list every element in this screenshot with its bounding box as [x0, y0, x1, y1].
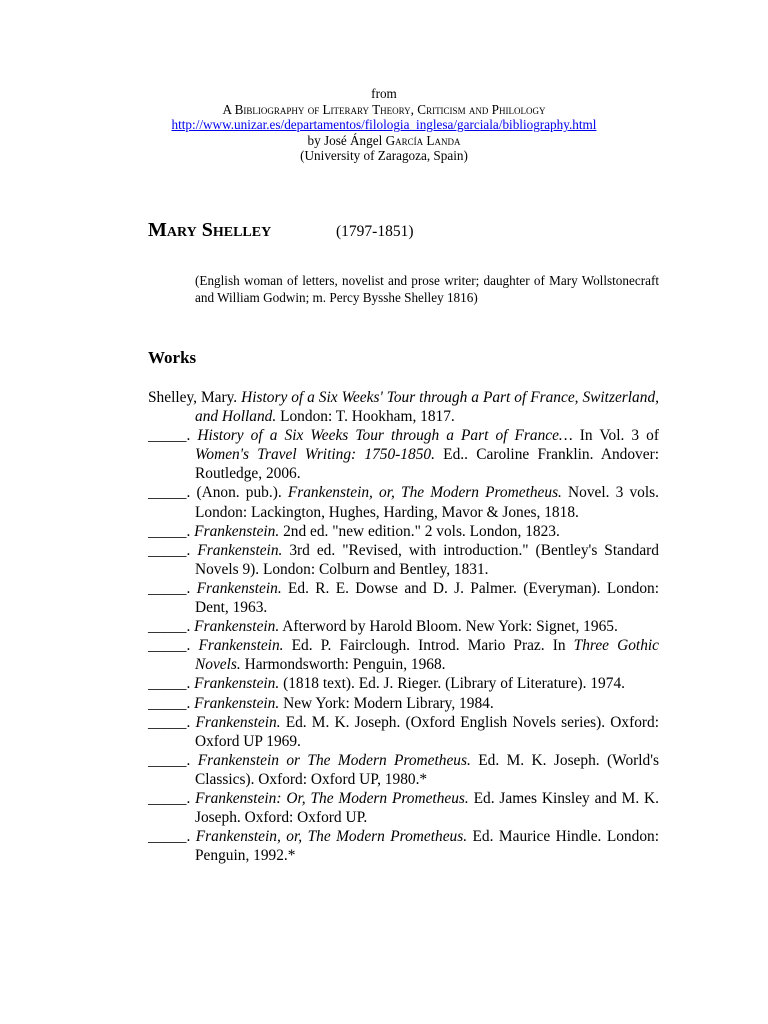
affiliation: (University of Zaragoza, Spain) [300, 148, 468, 164]
bibliography-entry: _____. Frankenstein. 2nd ed. "new edition." 2 vols. London, 1823. [148, 522, 560, 540]
compiler-line [0, 133, 768, 149]
bibliography-entry: _____. Frankenstein: Or, The Modern Prometheus. Ed. James Kinsley and M. K. Joseph. Oxford: Oxford UP. [148, 789, 659, 827]
bibliography-entry: _____. Frankenstein. (1818 text). Ed. J. Rieger. (Library of Literature). 1974. [148, 675, 625, 693]
author-name: Mary Shelley [148, 219, 272, 241]
compiler-prefix: by José Ángel [307, 132, 383, 148]
bibliography-link[interactable]: http://www.unizar.es/departamentos/filologia_inglesa/garciala/bibliography.html [171, 117, 597, 133]
bibliography-entry: _____. Frankenstein. New York: Modern Library, 1984. [148, 694, 494, 712]
bibliography-entry: _____. Frankenstein. 3rd ed. "Revised, with introduction." (Bentley's Standard Novels 9). London: Colburn and Bentley, 1831. [148, 541, 660, 578]
author-dates: (1797-1851) [336, 223, 414, 240]
source-header [0, 86, 768, 164]
bibliography-entry: _____. History of a Six Weeks Tour through a Part of France… In Vol. 3 of Women's Travel Writing: 1750-1850. Ed.. Caroline Franklin. Andover: Routledge, 2006. [148, 427, 659, 483]
works-list [148, 388, 659, 865]
bibliography-entry: _____. Frankenstein. Ed. P. Fairclough. Introd. Mario Praz. In Three Gothic Novels. Harmondsworth: Penguin, 1968. [148, 637, 659, 674]
compiler-surname: García Landa [385, 132, 461, 148]
header-from: from [371, 86, 397, 101]
bibliography-entry: _____. Frankenstein. Afterword by Harold Bloom. New York: Signet, 1965. [148, 618, 618, 636]
bibliography-entry: _____. Frankenstein. Ed. R. E. Dowse and D. J. Palmer. (Everyman). London: Dent, 1963. [148, 579, 660, 617]
works-heading: Works [148, 348, 197, 367]
bibliography-title: A Bibliography of Literary Theory, Criticism and Philology [222, 101, 546, 117]
bibliography-entry: _____. Frankenstein. Ed. M. K. Joseph. (Oxford English Novels series). Oxford: Oxford UP 1969. [148, 713, 660, 750]
bibliography-entry: _____. Frankenstein or The Modern Prometheus. Ed. M. K. Joseph. (World's Classics). Oxford: Oxford UP, 1980.* [148, 751, 660, 788]
bibliography-entry: _____. Frankenstein, or, The Modern Prometheus. Ed. Maurice Hindle. London: Penguin, 1992.* [148, 828, 659, 865]
bibliography-entry: _____. (Anon. pub.). Frankenstein, or, The Modern Prometheus. Novel. 3 vols. London: Lackington, Hughes, Harding, Mavor & Jones, 1818. [148, 484, 659, 521]
bibliography-entry: Shelley, Mary. History of a Six Weeks' Tour through a Part of France, Switzerland, and Holland. London: T. Hookham, 1817. [148, 389, 659, 426]
author-bio: (English woman of letters, novelist and prose writer; daughter of Mary Wollstonecraft and William Godwin; m. Percy Bysshe Shelley 1816) [195, 273, 659, 305]
